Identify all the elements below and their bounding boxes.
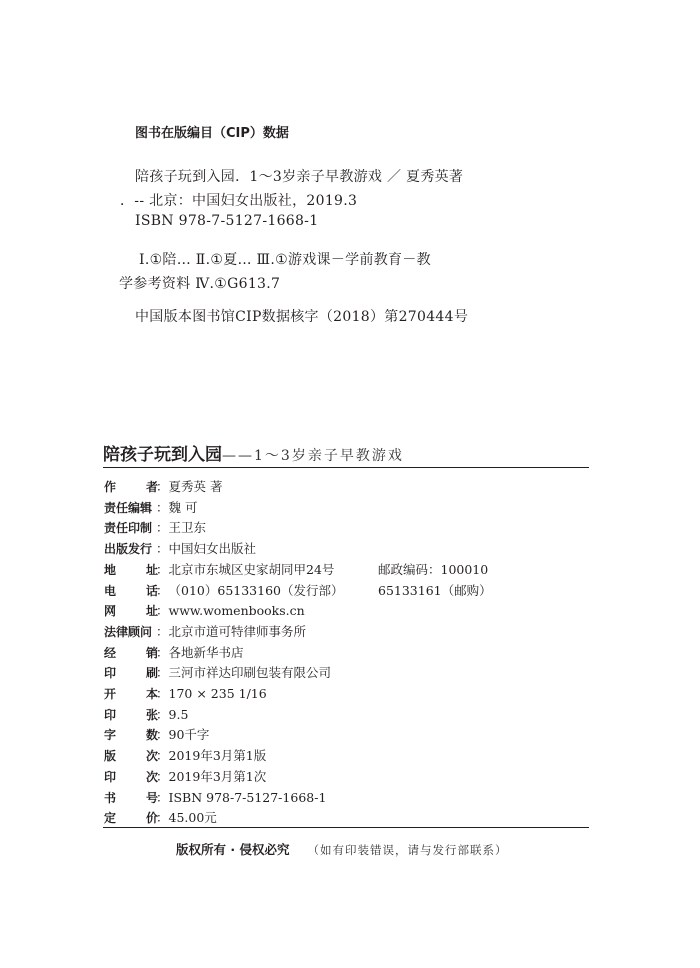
info-label <box>104 602 158 619</box>
info-value: 90千字 <box>168 727 210 743</box>
info-label-text: 责任印制 <box>104 521 153 536</box>
info-value: 各地新华书店 <box>168 644 244 660</box>
info-label <box>104 540 158 557</box>
info-label-text: 印 <box>104 769 117 784</box>
info-label-text: 价 <box>145 811 158 826</box>
rights-reserved: 版权所有 · 侵权必究 <box>176 842 290 857</box>
info-value: 9.5 <box>168 706 189 722</box>
info-label-text: 销 <box>145 645 158 660</box>
info-row: 作 者 ： 夏秀英 著 <box>104 479 223 494</box>
info-label-text: 经 <box>104 645 117 660</box>
copyright-footer <box>176 840 507 858</box>
cip-line-record-number: 中国版本图书馆CIP数据核字（2018）第270444号 <box>135 309 469 325</box>
info-label-text: 数 <box>145 728 158 743</box>
info-label <box>104 809 158 826</box>
info-extra: 邮政编码：100010 <box>378 561 489 577</box>
info-row: 印 刷 ： 三河市祥达印刷包装有限公司 <box>104 665 332 681</box>
info-label <box>104 706 158 723</box>
cip-line-subjects: Ⅰ.①陪… Ⅱ.①夏… Ⅲ.①游戏课－学前教育－教 <box>139 252 431 268</box>
defect-notice: （如有印装错误，请与发行部联系） <box>307 843 508 857</box>
cip-line-title: 陪孩子玩到入园．1～3岁亲子早教游戏 ／ 夏秀英著 <box>135 169 464 185</box>
info-label-text: 开 <box>104 687 117 701</box>
info-row: 经 销 ： 各地新华书店 <box>104 644 244 660</box>
info-label-text: 字 <box>104 728 117 743</box>
cip-line-isbn: ISBN 978-7-5127-1668-1 <box>135 213 319 229</box>
info-label-text: 网 <box>104 604 117 619</box>
info-value: 三河市祥达印刷包装有限公司 <box>168 665 332 681</box>
info-value: （010）65133160（发行部） <box>168 582 344 598</box>
cip-line-publisher: ．-- 北京：中国妇女出版社，2019.3 <box>120 193 358 209</box>
info-label <box>104 478 158 495</box>
info-value: 2019年3月第1版 <box>168 748 267 764</box>
info-row: 字 数 ： 90千字 <box>104 727 210 743</box>
info-label <box>104 768 158 785</box>
info-row: 印 次 ： 2019年3月第1次 <box>104 768 267 784</box>
info-label-text: 次 <box>145 769 158 784</box>
info-extra: 65133161（邮购） <box>378 582 492 598</box>
info-row: 法律顾问 ： 北京市道可特律师事务所 <box>104 623 307 639</box>
info-row: 版 次 ： 2019年3月第1版 <box>104 748 267 764</box>
info-label-text: 电 <box>104 583 117 598</box>
info-label-text: 法律顾问 <box>104 624 153 639</box>
book-title-row <box>103 440 404 465</box>
info-label-text: 定 <box>104 811 117 826</box>
cip-heading: 图书在版编目（CIP）数据 <box>135 126 289 141</box>
info-row: 书 号 ： ISBN 978-7-5127-1668-1 <box>104 789 327 805</box>
info-label-text: 者 <box>145 480 158 494</box>
info-row: 定 价 ： 45.00元 <box>104 810 217 826</box>
info-label-text: 号 <box>145 790 158 805</box>
info-label-text: 话 <box>145 583 158 598</box>
info-label <box>104 789 158 806</box>
info-value: 北京市东城区史家胡同甲24号 <box>168 561 335 577</box>
info-label-text: 版 <box>104 749 117 764</box>
info-value: 王卫东 <box>168 520 207 536</box>
info-label-text: 责任编辑 <box>104 500 153 515</box>
info-value: 魏 可 <box>168 499 198 515</box>
info-label-text: 印 <box>104 707 117 722</box>
cip-line-subjects-cont: 学参考资料 Ⅳ.①G613.7 <box>119 276 281 292</box>
info-label <box>104 685 158 702</box>
info-label <box>104 499 158 516</box>
info-value: 2019年3月第1次 <box>168 768 267 784</box>
bottom-divider <box>103 827 589 828</box>
info-label-text: 张 <box>145 707 158 722</box>
info-label <box>104 561 158 578</box>
info-label-text: 书 <box>104 790 117 805</box>
info-row: 网 址 ： www.womenbooks.cn <box>104 603 305 619</box>
info-value: 夏秀英 著 <box>168 479 223 494</box>
info-value: www.womenbooks.cn <box>168 603 305 619</box>
info-label <box>104 664 158 681</box>
info-value: 45.00元 <box>168 810 217 826</box>
info-label-text: 作 <box>104 480 117 494</box>
book-title: 陪孩子玩到入园 <box>103 445 222 465</box>
info-row: 印 张 ： 9.5 <box>104 706 189 722</box>
info-label-text: 址 <box>145 604 158 619</box>
info-label-text: 出版发行 <box>104 542 153 557</box>
info-label-text: 本 <box>145 687 158 701</box>
info-label-text: 印 <box>104 666 117 681</box>
info-label-text: 地 <box>104 562 117 577</box>
info-value: 北京市道可特律师事务所 <box>168 623 307 639</box>
info-label <box>104 726 158 743</box>
book-subtitle: ——1～3岁亲子早教游戏 <box>222 448 404 464</box>
info-row: 责任编辑 ： 魏 可 <box>104 499 198 515</box>
info-row: 地 址 ： 北京市东城区史家胡同甲24号 <box>104 561 335 577</box>
info-label <box>104 747 158 764</box>
info-label <box>104 644 158 661</box>
info-label <box>104 623 158 640</box>
info-label <box>104 519 158 536</box>
top-divider <box>103 467 589 468</box>
info-label-text: 刷 <box>145 666 158 681</box>
info-value: 中国妇女出版社 <box>168 541 257 557</box>
info-label <box>104 582 158 599</box>
info-row: 开 本 ： 170 × 235 1/16 <box>104 686 267 701</box>
info-row: 出版发行 ： 中国妇女出版社 <box>104 541 257 557</box>
info-value: 170 × 235 1/16 <box>168 686 267 701</box>
info-label-text: 址 <box>145 562 158 577</box>
info-value: ISBN 978-7-5127-1668-1 <box>168 789 327 805</box>
info-row: 责任印制 ： 王卫东 <box>104 520 207 536</box>
info-label-text: 次 <box>145 749 158 764</box>
info-row: 电 话 ： （010）65133160（发行部） <box>104 582 344 598</box>
